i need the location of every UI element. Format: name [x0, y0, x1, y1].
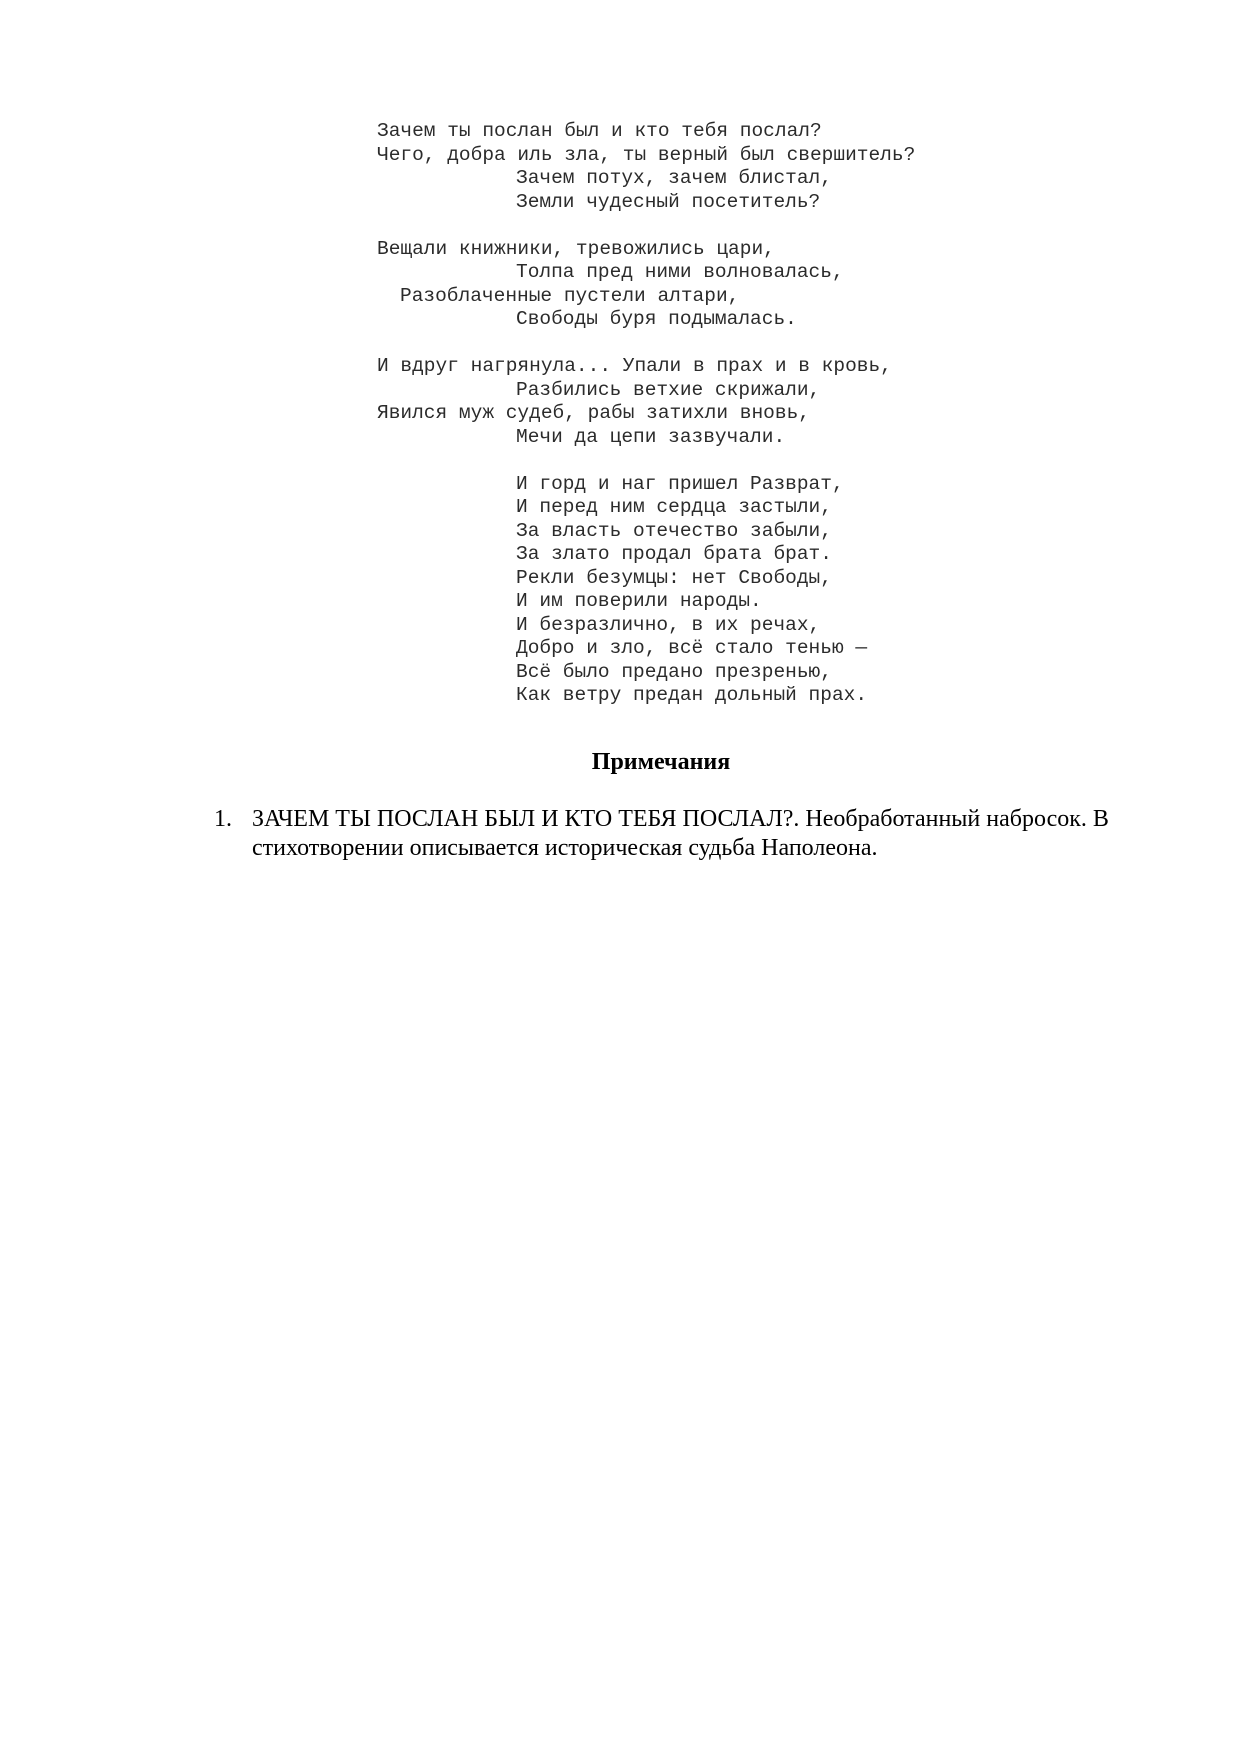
note-number: 1. [214, 806, 232, 832]
poem-line: За власть отечество забыли, [516, 519, 832, 542]
poem-line: Зачем ты послан был и кто тебя послал? [377, 120, 822, 142]
poem-line: Мечи да цепи зазвучали. [516, 425, 786, 448]
poem-line: Всё было предано презренью, [516, 660, 832, 683]
poem-stanza [377, 238, 915, 332]
poem-line: Толпа пред ними волновалась, [516, 261, 844, 283]
poem-line: И перед ним сердца застыли, [516, 496, 832, 518]
poem-line: И им поверили народы. [516, 590, 762, 612]
poem-stanza [377, 355, 915, 449]
note-item [214, 805, 1174, 862]
poem-stanza [377, 120, 915, 214]
poem-line: Вещали книжники, тревожились цари, [377, 237, 775, 260]
poem-line: Рекли безумцы: нет Свободы, [516, 566, 832, 589]
poem-line: И горд и наг пришел Разврат, [516, 472, 844, 495]
poem-line: Свободы буря подымалась. [516, 308, 797, 330]
note-text: ЗАЧЕМ ТЫ ПОСЛАН БЫЛ И КТО ТЕБЯ ПОСЛАЛ?. Необработанный набросок. В стихотворении описывается историческая судьба Наполеона. [252, 806, 1109, 861]
poem-line: За злато продал брата брат. [516, 543, 832, 565]
poem-line: Добро и зло, всё стало тенью — [516, 637, 868, 659]
poem-line: И безразлично, в их речах, [516, 613, 821, 636]
poem-line: И вдруг нагрянула... Упали в прах и в кровь, [377, 355, 892, 377]
poem-line: Зачем потух, зачем блистал, [516, 167, 832, 189]
poem-line: Явился муж судеб, рабы затихли вновь, [377, 402, 810, 424]
poem-line: Как ветру предан дольный прах. [516, 684, 868, 706]
poem-line: Земли чудесный посетитель? [516, 190, 821, 213]
poem-stanza [377, 473, 915, 708]
notes-list [214, 805, 1174, 862]
poem-line: Разоблаченные пустели алтари, [400, 284, 740, 307]
poem [377, 120, 915, 731]
notes-heading: Примечания [591, 749, 731, 775]
poem-line: Разбились ветхие скрижали, [516, 378, 821, 401]
poem-line: Чего, добра иль зла, ты верный был свершитель? [377, 143, 916, 166]
